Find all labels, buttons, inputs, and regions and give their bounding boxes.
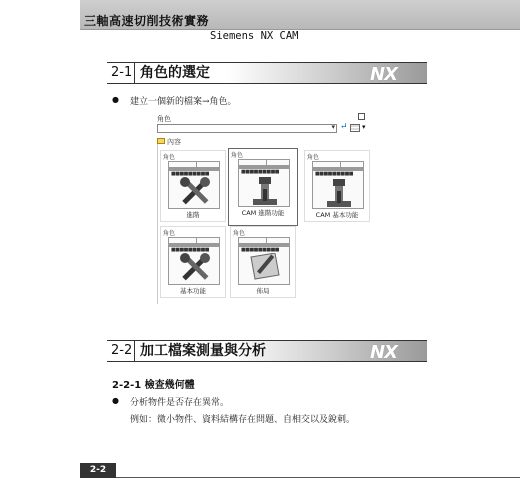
tools-icon	[179, 253, 211, 281]
bullet-icon: ●	[112, 95, 119, 104]
body-line-2: 例如：微小物件、資料結構存在問題、自相交以及銳刺。	[130, 415, 356, 425]
card-header: 角色	[163, 230, 176, 237]
roles-panel	[157, 144, 363, 304]
role-template: ■■■■■■■■■	[238, 159, 290, 207]
section-number: 2-1	[107, 63, 135, 83]
bullet-icon: ●	[112, 396, 119, 405]
robot-arm-icon	[323, 177, 355, 207]
page-number: 2-2	[80, 463, 116, 478]
role-template: ■■■■■■■■■	[168, 237, 220, 285]
role-card-advanced[interactable]	[160, 150, 226, 222]
book-subtitle: Siemens NX CAM	[210, 30, 299, 42]
nx-watermark: NX	[370, 342, 397, 363]
card-header: 角色	[231, 152, 244, 159]
section-heading-2-1	[107, 62, 427, 84]
card-label: CAM 基本功能	[315, 211, 359, 219]
nx-watermark: NX	[370, 64, 397, 85]
pen-icon	[249, 253, 281, 281]
role-template: ■■■■■■■■■	[238, 237, 290, 285]
section-title: 加工檔案測量與分析	[140, 343, 266, 359]
card-label: 佈局	[256, 287, 270, 295]
view-options-icon[interactable]	[350, 124, 360, 132]
maximize-icon[interactable]	[358, 113, 365, 120]
tools-icon	[179, 177, 211, 205]
view-dropdown-icon[interactable]: ▾	[362, 123, 366, 131]
role-card-cam-advanced[interactable]	[228, 148, 298, 226]
card-header: 角色	[233, 230, 246, 237]
chevron-down-icon[interactable]: ▾	[331, 123, 335, 131]
dialog-header-label: 角色	[157, 115, 171, 123]
card-label: CAM 進階功能	[241, 209, 285, 217]
robot-arm-icon	[249, 175, 281, 205]
card-header: 角色	[307, 154, 320, 161]
section-heading-2-2	[107, 340, 427, 362]
section-number: 2-2	[107, 341, 135, 361]
body-line-1: 分析物件是否存在異常。	[130, 398, 230, 408]
book-title: 三軸高速切削技術實務	[84, 14, 210, 28]
role-card-layout[interactable]	[230, 226, 296, 298]
role-template: ■■■■■■■■■	[168, 161, 220, 209]
footer-rule	[116, 477, 520, 478]
role-card-basic[interactable]	[160, 226, 226, 298]
role-card-cam-basic[interactable]	[304, 150, 370, 222]
card-label: 進階	[186, 211, 200, 219]
card-header: 角色	[163, 154, 176, 161]
instruction-text: 建立一個新的檔案→角色。	[130, 97, 237, 107]
back-icon[interactable]: ↵	[340, 122, 348, 132]
card-label: 基本功能	[180, 287, 206, 295]
subsection-heading: 2-2-1 檢查幾何體	[112, 380, 195, 391]
role-combo[interactable]	[157, 124, 337, 133]
role-template: ■■■■■■■■■	[312, 161, 364, 209]
section-title: 角色的選定	[140, 65, 210, 81]
content-label: 內容	[167, 138, 181, 146]
